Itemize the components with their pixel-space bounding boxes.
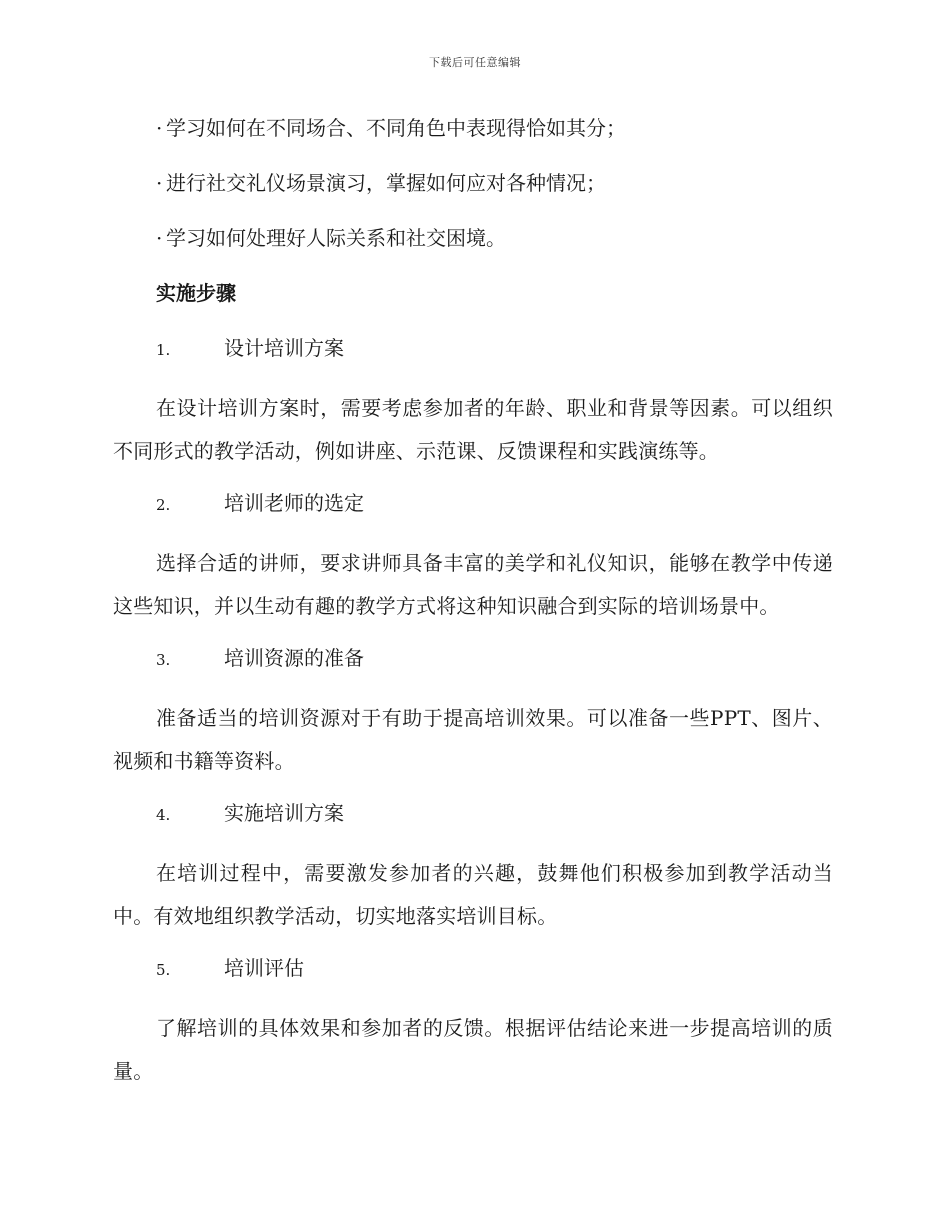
bullet-dot-icon: ·	[156, 171, 163, 195]
bullet-dot-icon: ·	[156, 226, 163, 250]
step-body-4: 在培训过程中，需要激发参加者的兴趣，鼓舞他们积极参加到教学活动当中。有效地组织教学活动，切实地落实培训目标。	[113, 861, 833, 928]
bullet-text: 学习如何在不同场合、不同角色中表现得恰如其分；	[166, 116, 626, 140]
step-heading-1	[156, 330, 833, 368]
step-number: 4.	[156, 806, 171, 824]
step-title: 培训老师的选定	[224, 491, 364, 515]
step-heading-2	[156, 485, 833, 523]
step-title: 设计培训方案	[224, 336, 344, 360]
step-heading-3	[156, 640, 833, 678]
bullet-text: 进行社交礼仪场景演习，掌握如何应对各种情况；	[166, 171, 606, 195]
step-heading-5	[156, 950, 833, 988]
step-body-5: 了解培训的具体效果和参加者的反馈。根据评估结论来进一步提高培训的质量。	[113, 1016, 833, 1083]
step-heading-4	[156, 795, 833, 833]
bullet-item	[156, 165, 833, 201]
bullet-text: 学习如何处理好人际关系和社交困境。	[166, 226, 506, 250]
step-title: 培训资源的准备	[224, 646, 364, 670]
step-title: 实施培训方案	[224, 801, 344, 825]
step-body-1: 在设计培训方案时，需要考虑参加者的年龄、职业和背景等因素。可以组织不同形式的教学活动，例如讲座、示范课、反馈课程和实践演练等。	[113, 396, 833, 463]
step-body-2: 选择合适的讲师，要求讲师具备丰富的美学和礼仪知识，能够在教学中传递这些知识，并以生动有趣的教学方式将这种知识融合到实际的培训场景中。	[113, 551, 833, 618]
bullet-dot-icon: ·	[156, 116, 163, 140]
step-title: 培训评估	[224, 956, 304, 980]
step-number: 2.	[156, 496, 171, 514]
step-number: 1.	[156, 341, 171, 359]
step-body-3: 准备适当的培训资源对于有助于提高培训效果。可以准备一些PPT、图片、视频和书籍等资料。	[113, 706, 833, 773]
step-number: 5.	[156, 961, 171, 979]
page-header: 下载后可任意编辑	[429, 56, 521, 69]
bullet-item	[156, 110, 833, 146]
step-number: 3.	[156, 651, 171, 669]
section-heading: 实施步骤	[156, 281, 236, 305]
document-body	[113, 110, 833, 1105]
bullet-item	[156, 220, 833, 256]
